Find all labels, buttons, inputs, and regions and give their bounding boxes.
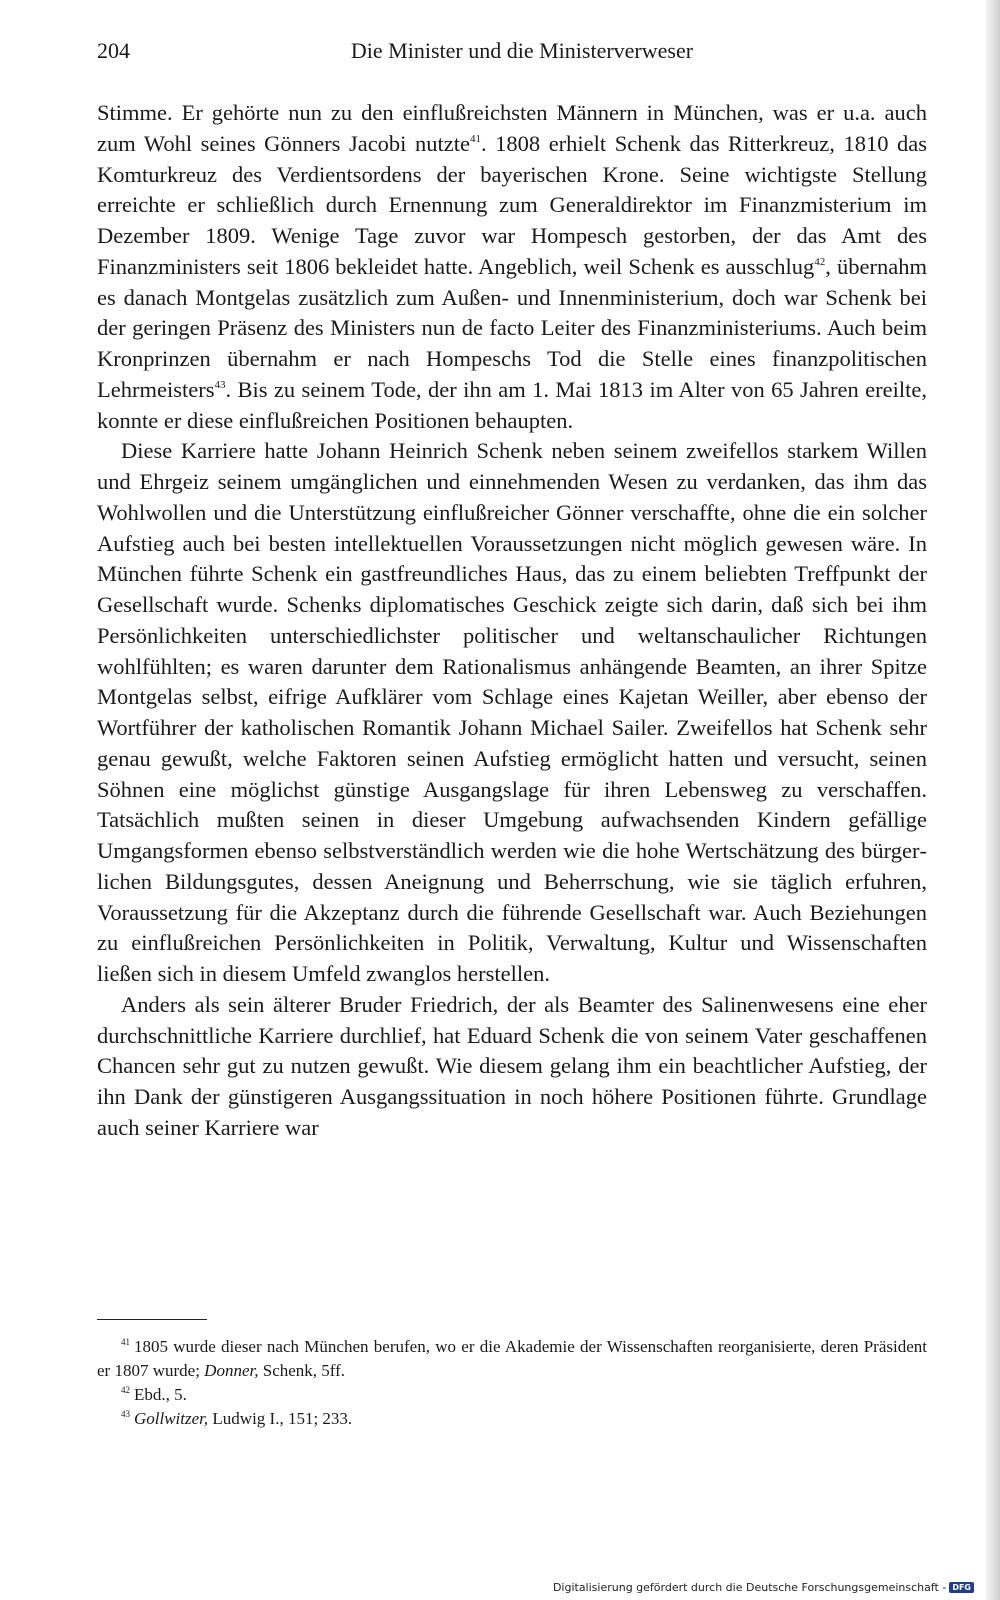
page-edge-shadow <box>986 0 1000 1600</box>
footnotes <box>97 1335 927 1431</box>
paragraph-2: Diese Karriere hatte Johann Heinrich Schenk neben seinem zweifellos starkem Willen und Ehrgeiz seinem umgänglichen und einnehmenden Wesen zu verdanken, das ihm das Wohlwollen und die Unterstützung einflußreicher Gönner verschaffte, ohne die ein solcher Aufstieg auch bei besten intellektuellen Voraussetzungen nicht möglich gewesen wäre. In München führte Schenk ein gastfreundliches Haus, das zu einem beliebten Treffpunkt der Gesellschaft wurde. Schenks diplomatisches Geschick zeigte sich darin, daß sich bei ihm Persönlichkeiten unterschiedlichster politischer und weltanschaulicher Richtungen wohlfühlten; es waren darunter dem Rationalismus anhängende Beamten, an ihrer Spitze Montgelas selbst, eifrige Aufklärer vom Schlage eines Kajetan Weiller, aber ebenso der Wortführer der katholischen Romantik Johann Michael Sailer. Zweifellos hat Schenk sehr genau gewußt, welche Faktoren seinen Aufstieg ermöglicht hatten und versucht, seinen Söhnen eine möglichst günstige Ausgangslage für ihren Lebensweg zu verschaffen. Tatsächlich mußten seinen in dieser Umgebung aufwachsenden Kindern gefällige Umgangsformen ebenso selbstverständlich werden wie die hohe Wertschätzung des bürgerlichen Bildungsgutes, dessen Aneignung und Beherrschung, wie sie täglich erfuhren, Voraussetzung für die Akzeptanz durch die führende Gesellschaft war. Auch Beziehungen zu einflußreichen Persönlichkeiten in Politik, Verwaltung, Kultur und Wissenschaften ließen sich in diesem Umfeld zwanglos herstellen. <box>97 438 927 986</box>
footnote-42 <box>97 1383 927 1407</box>
footnote-41 <box>97 1335 927 1383</box>
running-title: Die Minister und die Ministerverweser <box>350 38 694 63</box>
footnote-43 <box>97 1407 927 1431</box>
footnote-ref-43[interactable]: 43 <box>214 378 226 391</box>
footnote-text: Schenk, 5ff. <box>258 1361 346 1380</box>
credit-text: Digitalisierung gefördert durch die Deutsche Forschungsgemeinschaft - <box>552 1581 947 1594</box>
digitization-credit <box>553 1581 974 1594</box>
page-header <box>97 38 927 68</box>
paragraph-1 <box>97 98 927 436</box>
footnote-number: 41 <box>121 1337 130 1347</box>
footnote-ref-41[interactable]: 41 <box>469 132 481 145</box>
footnote-number: 43 <box>121 1409 130 1419</box>
paragraph-1-part-3: , übernahm es danach Montgelas zusätzlich zum Außen- und Innenministerium, doch war Schenk bei der geringen Präsenz des Ministers nun de facto Leiter des Finanzministeriums. Auch beim Kronprinzen übernahm er nach Hompeschs Tod die Stelle eines finanzpolitischen Lehrmeisters <box>97 253 927 402</box>
footnote-text: Ebd., 5. <box>134 1385 187 1404</box>
dfg-logo-icon: DFG <box>949 1582 974 1593</box>
footnote-number: 42 <box>121 1385 130 1395</box>
paragraph-1-part-2: . 1808 erhielt Schenk das Ritterkreuz, 1810 das Komturkreuz des Verdientsordens der bayerischen Krone. Seine wichtigste Stellung erreichte er schließlich durch Ernennung zum Generaldirektor im Finanzmisterium im Dezember 1809. Wenige Tage zuvor war Hompesch gestorben, der das Amt des Finanzministers seit 1806 bekleidet hatte. Angeblich, weil Schenk es ausschlug <box>97 130 927 279</box>
footnote-author: Donner, <box>204 1361 259 1380</box>
footnote-ref-42[interactable]: 42 <box>814 255 826 268</box>
footnote-author: Gollwitzer, <box>134 1409 209 1428</box>
footnote-separator <box>97 1319 207 1320</box>
footnote-text: Ludwig I., 151; 233. <box>208 1409 353 1428</box>
paragraph-3: Anders als sein älterer Bruder Friedrich, der als Beamter des Salinenwesens eine eher durchschnittliche Karriere durchlief, hat Eduard Schenk die von seinem Vater geschaffenen Chancen sehr gut zu nutzen gewußt. Wie diesem gelang ihm ein beachtlicher Aufstieg, der ihn Dank der günstigeren Ausgangssituation in noch höhere Positionen führte. Grundlage auch seiner Karriere war <box>97 991 927 1140</box>
page-number: 204 <box>97 38 130 63</box>
paragraph-1-part-4: . Bis zu seinem Tode, der ihn am 1. Mai 1813 im Alter von 65 Jahren ereilte, konnte er diese einflußreichen Positionen behaupten. <box>97 376 927 433</box>
footnote-text: 1805 wurde dieser nach München berufen, wo er die Akademie der Wissenschaften reorganisierte, deren Präsident er 1807 wurde; <box>97 1337 927 1380</box>
paragraph-1-part-1: Stimme. Er gehörte nun zu den einflußreichsten Männern in München, was er u.a. auch zum Wohl seines Gönners Jacobi nutzte <box>97 100 927 156</box>
body-text <box>97 98 927 1144</box>
